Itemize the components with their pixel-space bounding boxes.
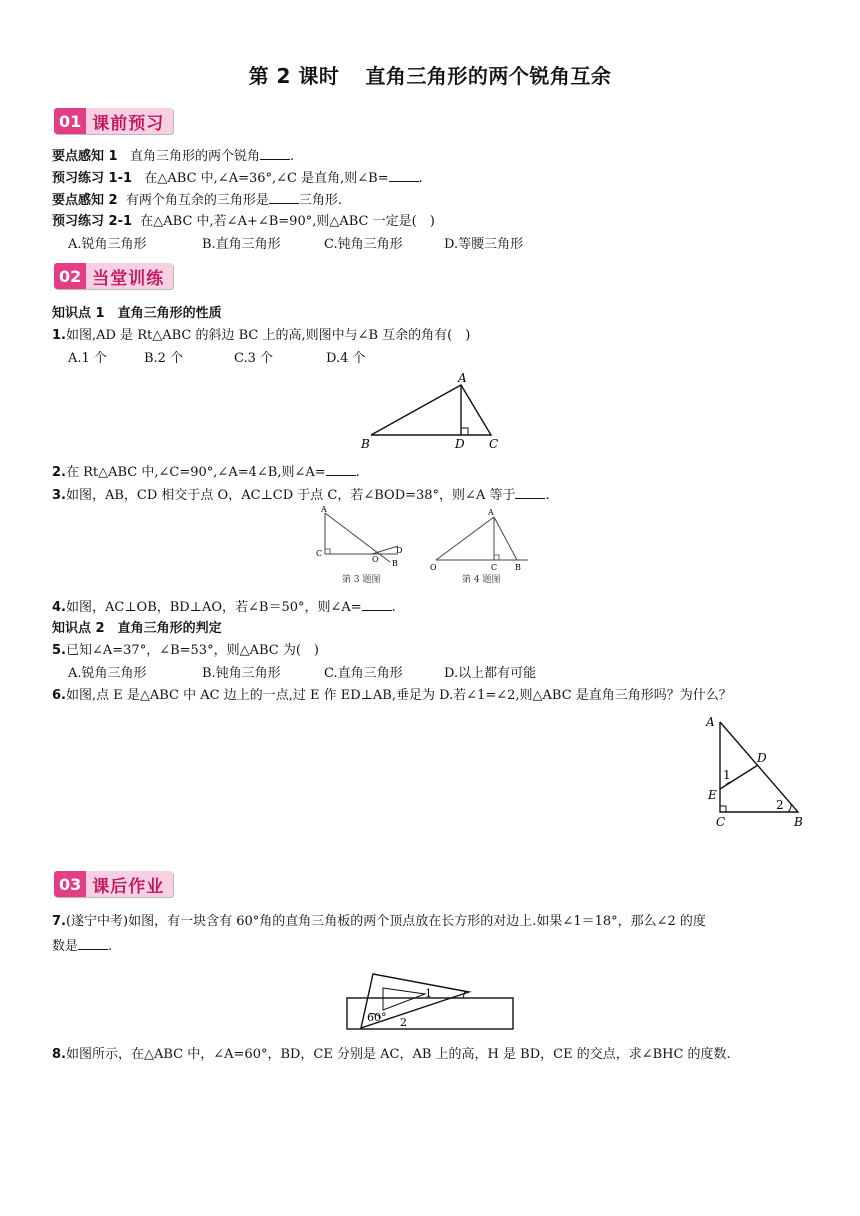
label-angle-1: 1 — [723, 768, 731, 782]
option-d: D.以上都有可能 — [444, 666, 537, 681]
section-banner-homework — [54, 871, 173, 897]
answer-blank — [269, 191, 299, 204]
lesson-number: 第 2 课时 — [248, 64, 340, 88]
label-angle-1: 1 — [425, 987, 432, 1000]
label-b: B — [361, 437, 370, 451]
section-number: 01 — [54, 108, 86, 134]
option-b: B.直角三角形 — [202, 237, 281, 252]
label-angle-2: 2 — [400, 1016, 407, 1029]
answer-blank — [362, 598, 392, 611]
answer-blank — [515, 486, 545, 499]
figure-q6-triangle — [702, 712, 812, 834]
label-a: A — [458, 371, 467, 385]
question-5-options — [68, 665, 536, 683]
key-point-1: 要点感知 1 直角三角形的两个锐角 . — [52, 149, 295, 164]
question-4: 4.如图，AC⊥OB，BD⊥AO，若∠B＝50°，则∠A= . — [52, 600, 396, 615]
label-c: C — [316, 549, 323, 558]
caption-fig3: 第 3 题图 — [342, 575, 381, 585]
label-angle-2: 2 — [776, 798, 784, 812]
option-c: C.钝角三角形 — [324, 237, 403, 252]
option-b: B.钝角三角形 — [202, 666, 281, 681]
label-b: B — [392, 559, 398, 568]
option-c: C.直角三角形 — [324, 666, 403, 681]
label-e: E — [708, 788, 717, 802]
answer-blank — [78, 937, 108, 950]
answer-blank — [326, 463, 356, 476]
figure-q3-q4 — [312, 504, 552, 590]
key-point-2: 要点感知 2 有两个角互余的三角形是 三角形. — [52, 193, 342, 208]
question-7: 7.(遂宁中考)如图，有一块含有 60°角的直角三角板的两个顶点放在长方形的对边上.如果∠1＝18°，那么∠2 的度 — [52, 914, 706, 929]
answer-blank — [260, 147, 290, 160]
figure-q3 — [316, 505, 402, 585]
label-angle-60: 60° — [367, 1011, 387, 1024]
page-title — [0, 60, 860, 89]
label-b: B — [794, 815, 803, 829]
label-d: D — [455, 437, 465, 451]
option-d: D.4 个 — [326, 351, 366, 366]
label-a: A — [488, 508, 494, 517]
question-2: 2.在 Rt△ABC 中,∠C=90°,∠A=4∠B,则∠A= . — [52, 465, 360, 480]
lesson-topic: 直角三角形的两个锐角互余 — [365, 64, 612, 88]
section-label: 课后作业 — [86, 871, 173, 897]
section-banner-preview — [54, 108, 173, 134]
question-3: 3.如图，AB，CD 相交于点 O，AC⊥CD 于点 C，若∠BOD=38°，则∠A 等于 . — [52, 488, 550, 503]
question-5: 5.已知∠A=37°，∠B=53°，则△ABC 为( ) — [52, 643, 319, 658]
figure-q1-triangle — [355, 368, 515, 453]
exercise-1-1: 预习练习 1-1 在△ABC 中,∠A=36°,∠C 是直角,则∠B= . — [52, 171, 423, 186]
section-banner-classwork — [54, 263, 173, 289]
figure-q4 — [430, 508, 528, 585]
label-o: O — [430, 563, 437, 572]
label-d: D — [757, 751, 767, 765]
label-c: C — [491, 563, 498, 572]
knowledge-point-2-heading: 知识点 2 直角三角形的判定 — [52, 621, 222, 636]
question-7-continued: 数是 . — [52, 939, 113, 954]
section-label: 课前预习 — [86, 108, 173, 134]
option-a: A.1 个 — [68, 351, 107, 366]
label-c: C — [716, 815, 726, 829]
figure-q7-set-square — [345, 970, 517, 1032]
label-o: O — [372, 555, 379, 564]
question-6: 6.如图,点 E 是△ABC 中 AC 边上的一点,过 E 作 ED⊥AB,垂足为 D.若∠1=∠2,则△ABC 是直角三角形吗？为什么？ — [52, 688, 732, 703]
caption-fig4: 第 4 题图 — [462, 575, 501, 585]
answer-blank — [389, 169, 419, 182]
option-d: D.等腰三角形 — [444, 237, 524, 252]
label-a: A — [706, 715, 715, 729]
option-a: A.锐角三角形 — [68, 666, 147, 681]
question-1-options — [68, 350, 366, 368]
label-a: A — [321, 505, 327, 514]
question-8: 8.如图所示，在△ABC 中，∠A=60°，BD，CE 分别是 AC，AB 上的高，H 是 BD，CE 的交点，求∠BHC 的度数. — [52, 1047, 731, 1062]
option-a: A.锐角三角形 — [68, 237, 147, 252]
section-number: 02 — [54, 263, 86, 289]
label-c: C — [489, 437, 499, 451]
exercise-2-1: 预习练习 2-1 在△ABC 中,若∠A+∠B=90°,则△ABC 一定是( ) — [52, 214, 435, 229]
exercise-2-1-options — [68, 236, 523, 254]
label-d: D — [396, 546, 403, 555]
option-c: C.3 个 — [234, 351, 274, 366]
knowledge-point-1-heading: 知识点 1 直角三角形的性质 — [52, 306, 222, 321]
question-1: 1.如图,AD 是 Rt△ABC 的斜边 BC 上的高,则图中与∠B 互余的角有( ) — [52, 328, 471, 343]
section-label: 当堂训练 — [86, 263, 173, 289]
label-b: B — [515, 563, 521, 572]
option-b: B.2 个 — [144, 351, 184, 366]
section-number: 03 — [54, 871, 86, 897]
